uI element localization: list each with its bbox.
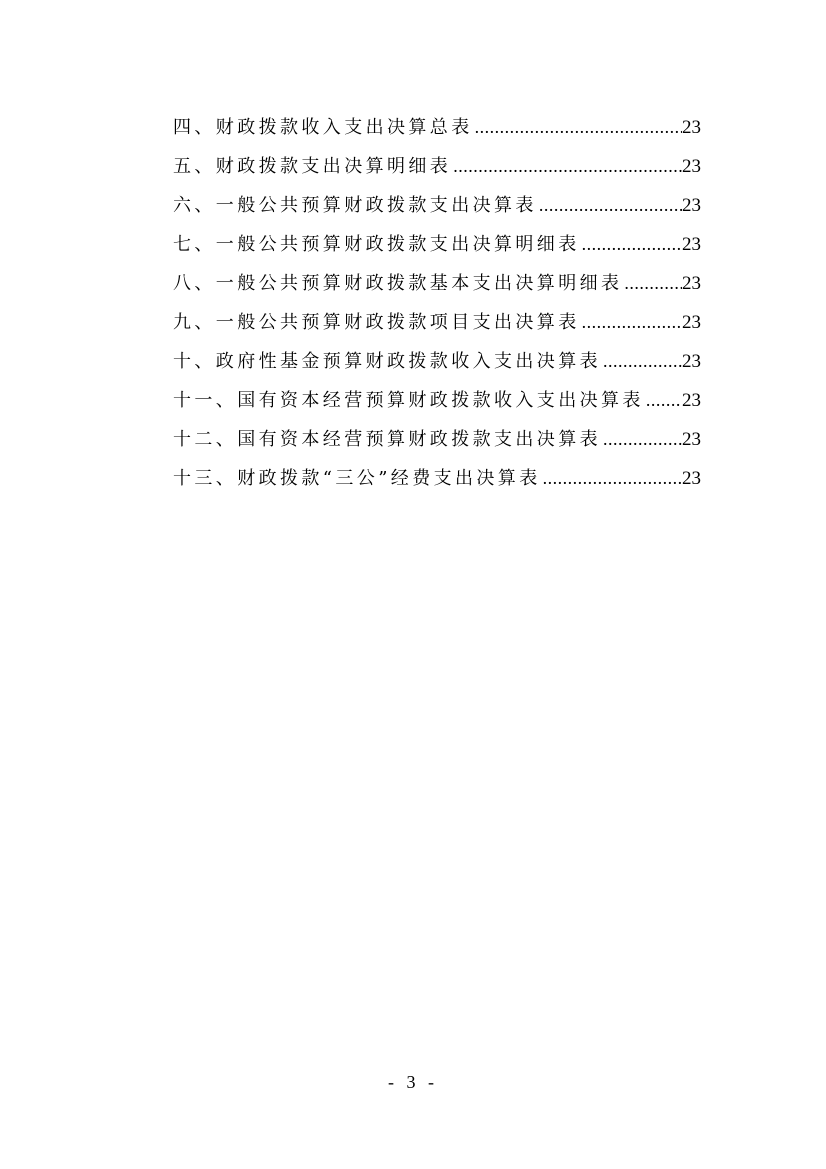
toc-dot-leader [473,108,682,147]
toc-entry-page: 23 [682,390,701,411]
toc-entry[interactable] [173,264,701,303]
toc-entry-title: 六、一般公共预算财政拨款支出决算表 [173,195,537,216]
toc-entry[interactable] [173,420,701,459]
toc-entry[interactable] [173,186,701,225]
toc-entry[interactable] [173,303,701,342]
toc-entry-page: 23 [682,468,701,489]
toc-entry-title: 五、财政拨款支出决算明细表 [173,156,452,177]
toc-dot-leader [580,225,682,264]
toc-dot-leader [537,186,682,225]
toc-entry-title: 十、政府性基金预算财政拨款收入支出决算表 [173,351,601,372]
toc-entry[interactable] [173,381,701,420]
toc-entry-page: 23 [682,312,701,333]
toc-entry-title: 十一、国有资本经营预算财政拨款收入支出决算表 [173,390,644,411]
toc-entry-title: 十二、国有资本经营预算财政拨款支出决算表 [173,429,601,450]
toc-entry[interactable] [173,225,701,264]
toc-entry-title: 八、一般公共预算财政拨款基本支出决算明细表 [173,273,623,294]
toc-dot-leader [541,459,682,498]
toc-entry-page: 23 [682,234,701,255]
toc-entry-title: 四、财政拨款收入支出决算总表 [173,117,473,138]
toc-entry-page: 23 [682,429,701,450]
toc-dot-leader [451,147,682,186]
toc-dot-leader [601,342,682,381]
toc-dot-leader [580,303,682,342]
toc-entry-title: 七、一般公共预算财政拨款支出决算明细表 [173,234,580,255]
page-number: - 3 - [388,1072,438,1092]
table-of-contents [173,108,701,498]
toc-entry-page: 23 [682,273,701,294]
toc-entry-title: 九、一般公共预算财政拨款项目支出决算表 [173,312,580,333]
toc-entry[interactable] [173,108,701,147]
toc-dot-leader [601,420,682,459]
toc-dot-leader [622,264,682,303]
toc-entry[interactable] [173,459,701,498]
toc-entry[interactable] [173,147,701,186]
toc-entry-page: 23 [682,351,701,372]
toc-entry[interactable] [173,342,701,381]
toc-entry-page: 23 [682,195,701,216]
toc-entry-page: 23 [682,156,701,177]
toc-dot-leader [644,381,682,420]
toc-entry-page: 23 [682,117,701,138]
toc-entry-title: 十三、财政拨款“三公”经费支出决算表 [173,468,541,489]
